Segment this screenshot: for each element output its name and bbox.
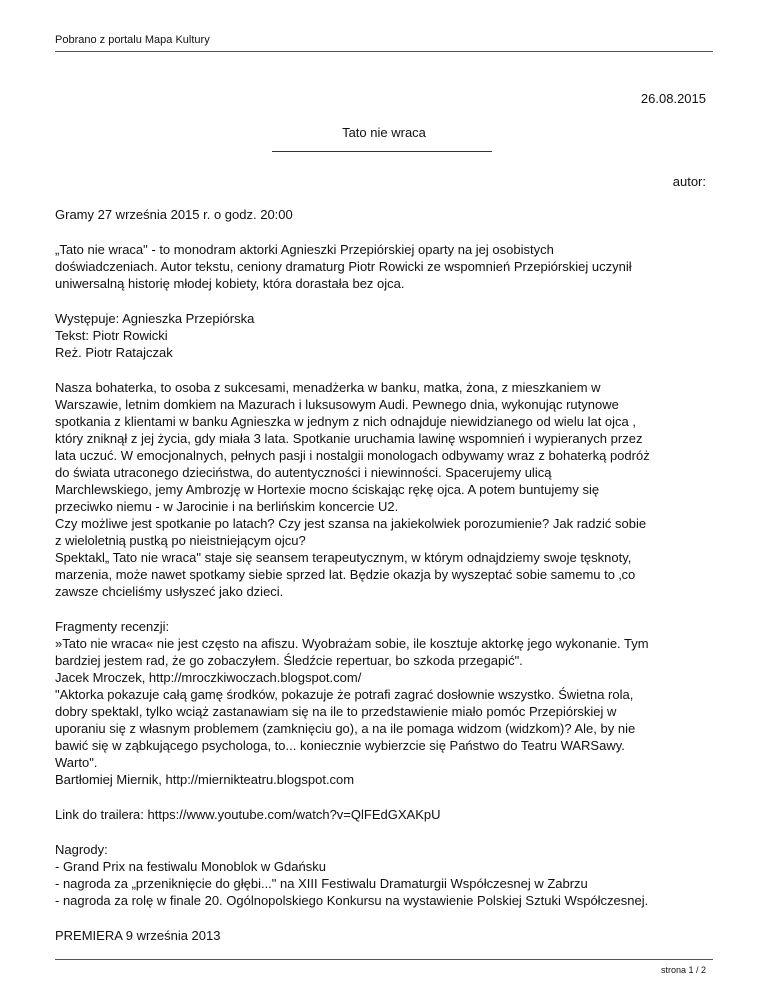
review-line: "Aktorka pokazuje całą gamę środków, pokazuje że potrafi zagrać dosłownie wszystko. Świetna rola, [55,687,634,702]
review-line: bawić się w ząbkującego psychologa, to... koniecznie wybierzcie się Państwo do Teatru WARSawy. [55,738,625,753]
reviews-paragraph [55,618,720,788]
story-line: przeciwko niemu - w Jarocinie i na berlińskim koncercie U2. [55,499,399,514]
review-line: uporaniu się z własnym problemem (zamknięciu go), a na ile pomaga widzom (widzkom)? Ale, by nie [55,721,636,736]
review-source: Jacek Mroczek, http://mroczkiwoczach.blogspot.com/ [55,670,362,685]
award-item: - Grand Prix na festiwalu Monoblok w Gdańsku [55,859,326,874]
story-line: do świata utraconego dzieciństwa, do autentyczności i niewinności. Spacerujemy ulicą [55,465,552,480]
portal-source-header: Pobrano z portalu Mapa Kultury [55,34,210,46]
article-date: 26.08.2015 [640,91,706,106]
trailer-link: Link do trailera: https://www.youtube.com/watch?v=QlFEdGXAKpU [55,807,441,822]
story-line: Warszawie, letnim domkiem na Mazurach i luksusowym Audi. Pewnego dnia, wykonując rutynowe [55,397,619,412]
review-line: »Tato nie wraca« nie jest często na afiszu. Wyobrażam sobie, ile kosztuje aktorkę jego wykonanie. Tym [55,636,649,651]
review-line: Warto". [55,755,98,770]
story-line: Czy możliwe jest spotkanie po latach? Czy jest szansa na jakiekolwiek porozumienie? Jak radzić sobie [55,516,647,531]
story-line: z wieloletnią pustką po nieistniejącym ojcu? [55,533,306,548]
credits-paragraph [55,310,720,361]
story-line: Marchlewskiego, jemy Ambrozję w Hortexie mocno ściskając rękę ojca. A potem buntujemy się [55,482,600,497]
story-line: Nasza bohaterka, to osoba z sukcesami, menadżerka w banku, matka, żona, z mieszkaniem w [55,380,601,395]
intro-line: Gramy 27 września 2015 r. o godz. 20:00 [55,207,293,222]
review-line: dobry spektakl, tylko wciąż zastanawiam się na ile to przedstawienie miało pomóc Przepiórskiej w [55,704,617,719]
footer-divider [55,959,713,960]
description-line: „Tato nie wraca" - to monodram aktorki Agnieszki Przepiórskiej oparty na jej osobistych [55,242,554,257]
story-line: Spektakl„ Tato nie wraca" staje się seansem terapeutycznym, w którym odnajdziemy swoje tęsknoty, [55,550,632,565]
description-paragraph [55,241,720,292]
article-body [55,206,720,962]
reviews-heading: Fragmenty recenzji: [55,619,170,634]
award-item: - nagroda za rolę w finale 20. Ogólnopolskiego Konkursu na wystawienie Polskiej Sztuki Współczesnej. [55,893,649,908]
story-line: zawsze chcieliśmy usłyszeć jako dzieci. [55,584,284,599]
description-line: doświadczeniach. Autor tekstu, ceniony dramaturg Piotr Rowicki ze wspomnień Przepiórskiej uczynił [55,259,632,274]
story-line: spotkania z klientami w banku Agnieszka w jednym z nich odnajduje niewidzianego od wielu lat ojca , [55,414,637,429]
awards-paragraph [55,841,720,909]
title-underline [272,151,492,152]
description-line: uniwersalną historię młodej kobiety, która dorastała bez ojca. [55,276,405,291]
premiere-line: PREMIERA 9 września 2013 [55,928,221,943]
story-line: lata uczuć. W emocjonalnych, pełnych pasji i nostalgii monologach odbywamy wraz z bohaterką podróż [55,448,650,463]
header-divider [55,51,713,52]
trailer-paragraph [55,806,720,823]
credit-line: Tekst: Piotr Rowicki [55,328,168,343]
article-title: Tato nie wraca [342,125,426,140]
review-line: bardziej jestem rad, że go zobaczyłem. Śledźcie repertuar, bo szkoda przegapić". [55,653,523,668]
author-label: autor: [672,174,706,189]
story-paragraph [55,379,720,600]
award-item: - nagroda za „przeniknięcie do głębi..." na XIII Festiwalu Dramaturgii Współczesnej w Zabrzu [55,876,588,891]
credit-line: Występuje: Agnieszka Przepiórska [55,311,255,326]
awards-heading: Nagrody: [55,842,108,857]
story-line: marzenia, może nawet spotkamy siebie sprzed lat. Będzie okazja by wyszeptać sobie samemu to ‚co [55,567,636,582]
intro-paragraph [55,206,720,223]
review-source: Bartłomiej Miernik, http://miernikteatru.blogspot.com [55,772,355,787]
page-number: strona 1 / 2 [660,965,706,975]
credit-line: Reż. Piotr Ratajczak [55,345,173,360]
story-line: który zniknął z jej życia, gdy miała 3 lata. Spotkanie uruchamia lawinę wspomnień i wypieranych przez [55,431,643,446]
premiere-paragraph [55,927,720,944]
